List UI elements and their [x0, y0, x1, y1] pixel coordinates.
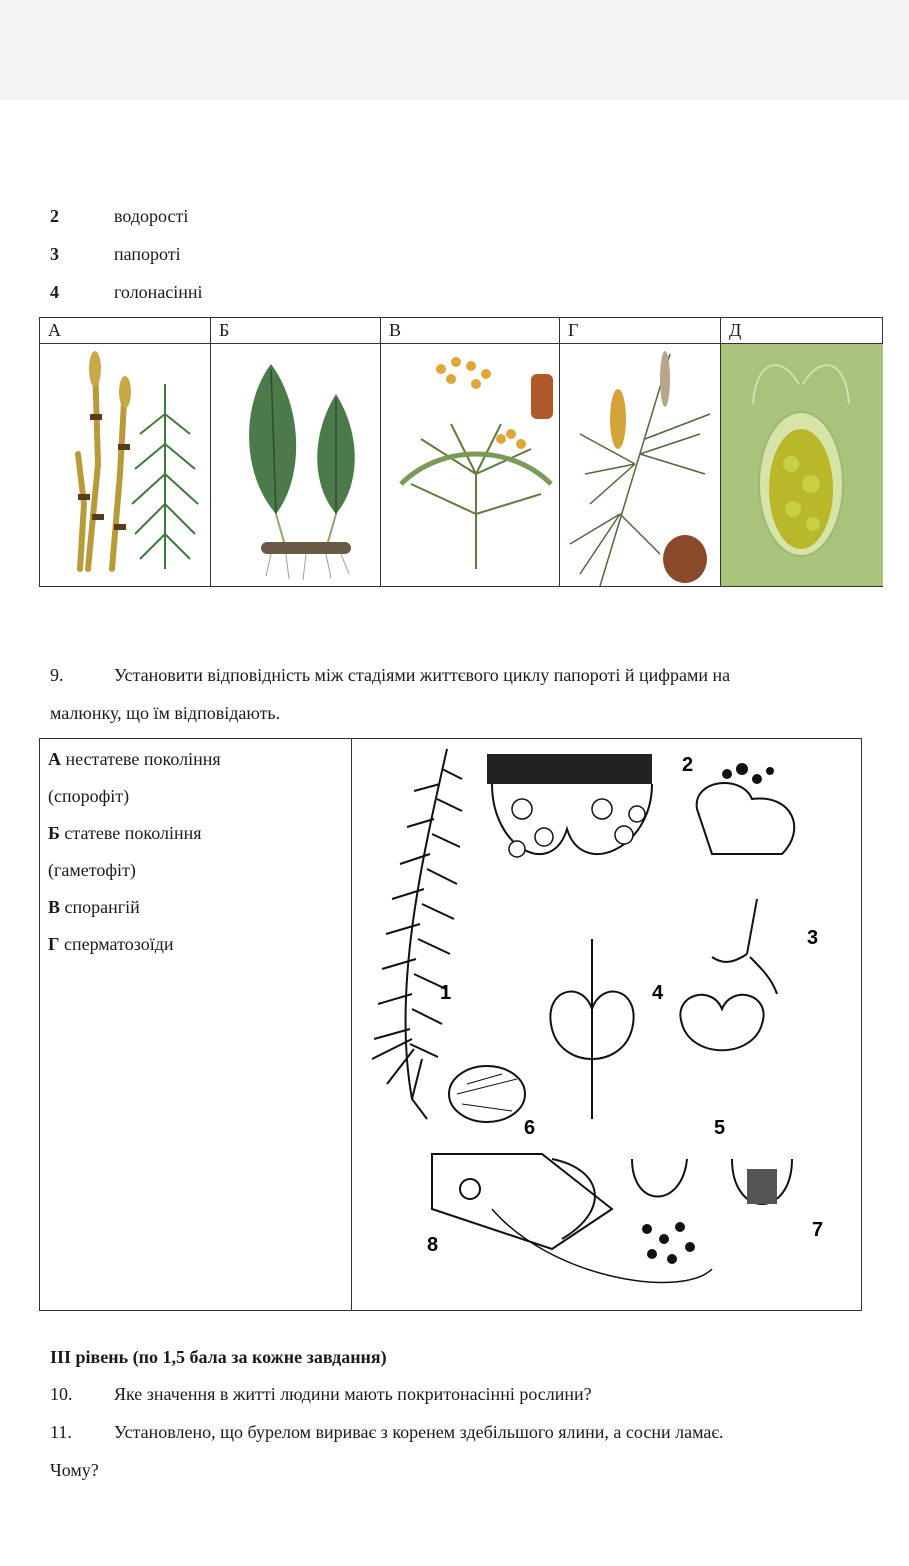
question-11-text-line2: Чому?: [50, 1460, 99, 1480]
column-header-d: Д: [721, 318, 883, 344]
question-9-text-line1: Установити відповідність між стадіями життєвого циклу папороті й цифрами на: [114, 665, 731, 685]
fern-lifecycle-diagram: [352, 739, 862, 1311]
diagram-label-8: 8: [427, 1234, 439, 1256]
question-11-text: Установлено, що бурелом вириває з коренем здебільшого ялини, а сосни ламає.: [114, 1422, 724, 1442]
fern-lifecycle-table: [39, 738, 862, 1311]
list-item-number: 3: [50, 244, 59, 264]
option-g: Г сперматозоїди: [48, 934, 174, 954]
question-11-number: 11.: [50, 1422, 72, 1442]
column-header-b: Б: [211, 318, 381, 344]
plant-images-table: [39, 317, 883, 587]
diagram-label-7: 7: [812, 1219, 824, 1241]
chlamydomonas-image: [721, 344, 883, 587]
list-item-label: голонасінні: [114, 282, 203, 302]
column-header-a: А: [40, 318, 211, 344]
diagram-label-4: 4: [652, 982, 664, 1004]
list-item-number: 4: [50, 282, 59, 302]
question-9-text-line2: малюнку, що їм відповідають.: [50, 703, 281, 723]
diagram-label-6: 6: [524, 1117, 536, 1139]
option-b: Б статеве покоління: [48, 823, 202, 843]
option-a: А нестатеве покоління: [48, 749, 221, 769]
top-status-bar: [0, 0, 909, 100]
column-header-g: Г: [560, 318, 721, 344]
question-9-number: 9.: [50, 665, 64, 685]
level-3-heading: ІІІ рівень (по 1,5 бала за кожне завдання): [50, 1347, 387, 1367]
diagram-label-2: 2: [682, 754, 694, 776]
diagram-label-1: 1: [440, 982, 452, 1004]
horsetail-image: [40, 344, 211, 587]
stage-options-cell: [40, 739, 352, 1311]
diagram-label-5: 5: [714, 1117, 726, 1139]
list-item-label: водорості: [114, 206, 189, 226]
diagram-label-3: 3: [807, 927, 819, 949]
option-b-detail: (гаметофіт): [48, 860, 136, 880]
umbellifer-image: [381, 344, 560, 587]
option-a-detail: (спорофіт): [48, 786, 130, 806]
option-v: В спорангій: [48, 897, 140, 917]
question-10-text: Яке значення в житті людини мають покритонасінні рослини?: [114, 1384, 592, 1404]
fern-image: [211, 344, 381, 587]
list-item-number: 2: [50, 206, 59, 226]
column-header-v: В: [381, 318, 560, 344]
question-10-number: 10.: [50, 1384, 73, 1404]
pine-image: [560, 344, 721, 587]
list-item-label: папороті: [114, 244, 181, 264]
